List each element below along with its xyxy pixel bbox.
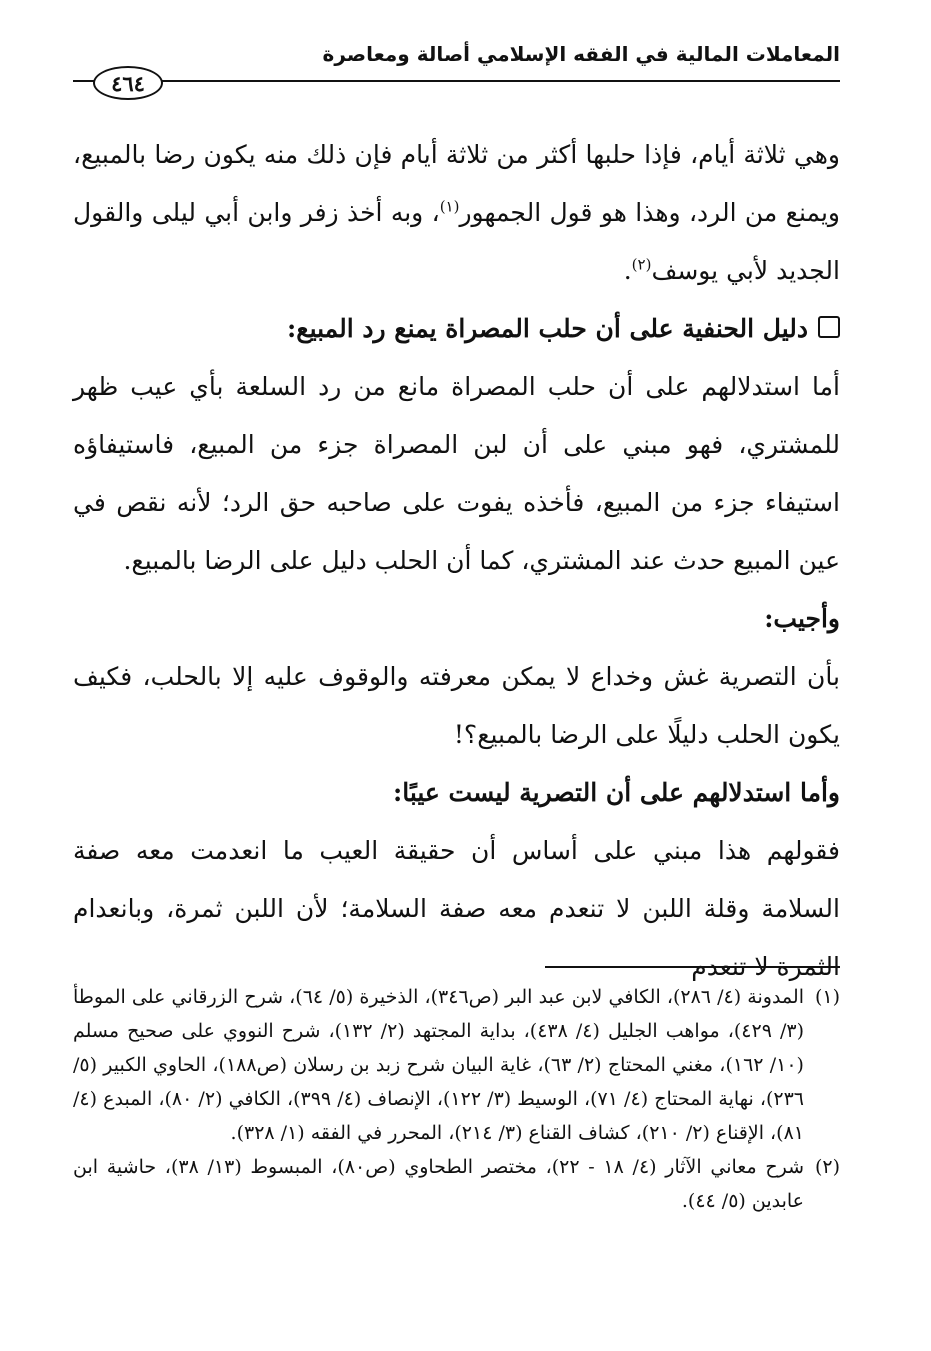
subheading: وأما استدلالهم على أن التصرية ليست عيبًا: — [393, 778, 840, 807]
main-text — [73, 126, 840, 996]
footnote-text: المدونة (٤/ ٢٨٦)، الكافي لابن عبد البر (ص٣٤٦)، الذخيرة (٥/ ٦٤)، شرح الزرقاني على الموطأ (٣/ ٤٢٩)، مواهب الجليل (٤/ ٤٣٨)، بداية المجتهد (٢/ ١٣٢)، شرح النووي على صحيح مسلم (١٠/ ١٦٢)، مغني المحتاج (٢/ ٦٣)، غاية البيان شرح زبد بن رسلان (ص١٨٨)، الحاوي الكبير (٥/ ٢٣٦)، نهاية المحتاج (٤/ ٧١)، الوسيط (٣/ ١٢٢)، الإنصاف (٤/ ٣٩٩)، الكافي (٢/ ٨٠)، المبدع (٤/ ٨١)، الإقناع (٢/ ٢١٠)، كشاف القناع (٣/ ٢١٤)، المحرر في الفقه (١/ ٣٢٨). — [73, 986, 805, 1144]
section-heading — [73, 300, 840, 358]
paragraph: بأن التصرية غش وخداع لا يمكن معرفته والوقوف عليه إلا بالحلب، فكيف يكون الحلب دليلًا على الرضا بالمبيع؟! — [73, 662, 840, 749]
footnote-ref[interactable]: (٢) — [631, 255, 652, 274]
footnote-text: شرح معاني الآثار (٤/ ١٨ - ٢٢)، مختصر الطحاوي (ص٨٠)، المبسوط (١٣/ ٣٨)، حاشية ابن عابدين (٥/ ٤٤). — [73, 1156, 804, 1212]
paragraph-text: . — [623, 256, 632, 285]
footnote — [73, 980, 840, 1150]
footnote-ref[interactable]: (١) — [439, 197, 460, 216]
square-bullet-icon — [818, 316, 840, 338]
running-title: المعاملات المالية في الفقه الإسلامي أصالة ومعاصرة — [322, 42, 840, 66]
paragraph-text: ، وبه أخذ زفر وابن أبي ليلى والقول الجديد لأبي يوسف — [73, 198, 840, 285]
footnote — [73, 1150, 840, 1218]
paragraph — [73, 126, 840, 300]
subheading: وأجيب: — [764, 604, 840, 633]
footnote-separator — [545, 966, 840, 968]
footnotes — [73, 980, 840, 1218]
page-number-badge: ٤٦٤ — [93, 66, 163, 100]
page-header — [73, 36, 840, 106]
footnote-number: (١) — [814, 986, 840, 1008]
paragraph-text: وهي ثلاثة أيام، فإذا حلبها أكثر من ثلاثة أيام فإن ذلك منه يكون رضا بالمبيع، ويمنع من الرد، وهذا هو قول الجمهور — [73, 140, 840, 227]
footnote-number: (٢) — [814, 1156, 840, 1178]
paragraph: فقولهم هذا مبني على أساس أن حقيقة العيب ما انعدمت معه صفة السلامة وقلة اللبن لا تنعدم معه صفة السلامة؛ لأن اللبن ثمرة، وبانعدام الثمرة لا تنعدم — [73, 836, 840, 981]
header-rule — [73, 80, 840, 82]
paragraph: أما استدلالهم على أن حلب المصراة مانع من رد السلعة بأي عيب ظهر للمشتري، فهو مبني على أن لبن المصراة جزء من المبيع، فاستيفاؤه استيفاء جزء من المبيع، فأخذه يفوت على صاحبه حق الرد؛ لأنه نقص في عين المبيع حدث عند المشتري، كما أن الحلب دليل على الرضا بالمبيع. — [73, 372, 840, 575]
section-heading-text: دليل الحنفية على أن حلب المصراة يمنع رد المبيع: — [287, 314, 808, 343]
